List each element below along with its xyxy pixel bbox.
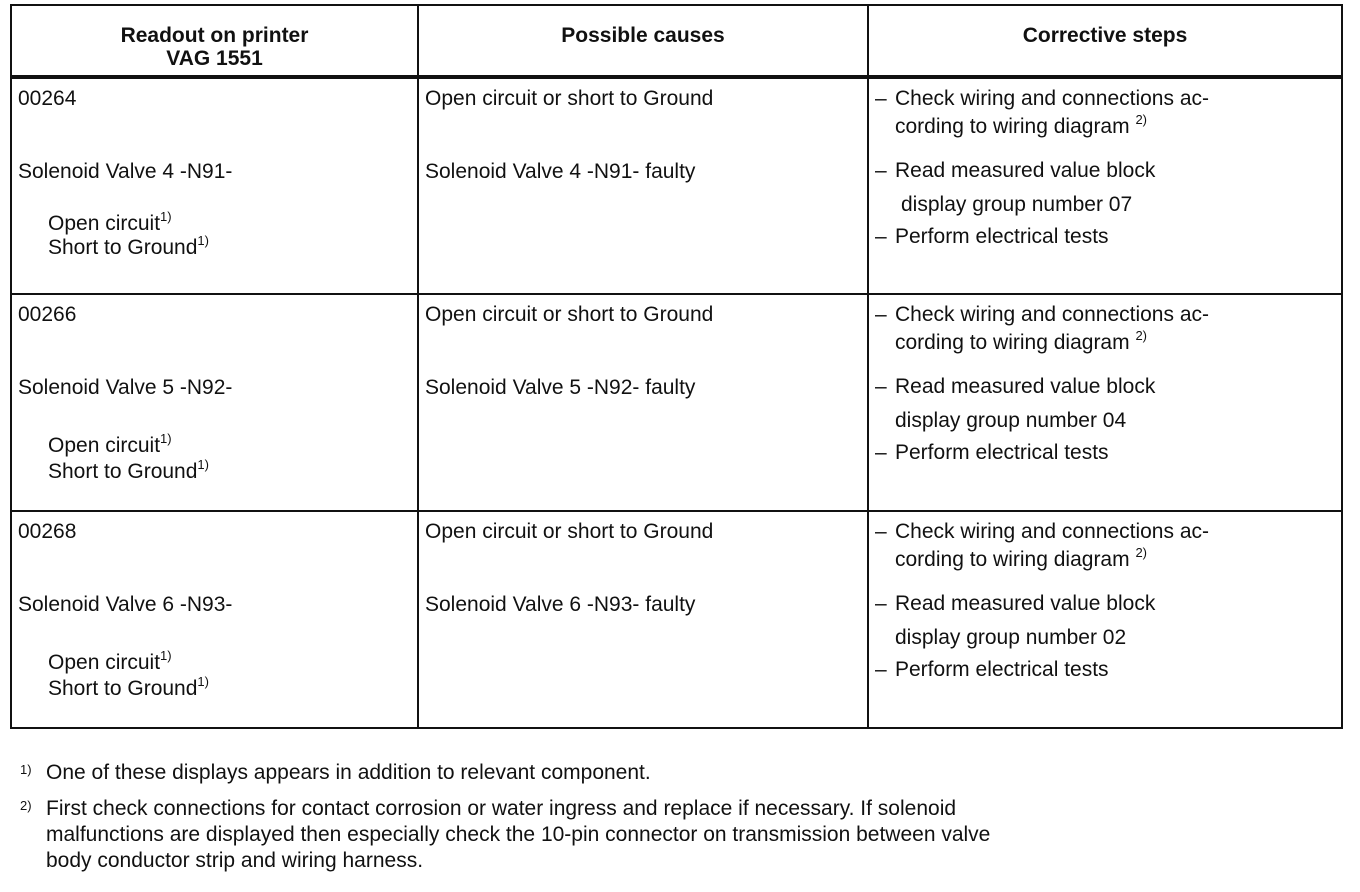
footnote-ref-1: 1) xyxy=(160,648,172,663)
fault-code-table xyxy=(10,4,1343,729)
footnote-marker: 1) xyxy=(20,762,32,777)
header-readout-line1: Readout on printer xyxy=(120,24,309,47)
step-item xyxy=(875,518,1335,574)
readout-cell xyxy=(11,511,418,728)
header-steps xyxy=(868,5,1342,77)
header-readout-line2: VAG 1551 xyxy=(166,47,263,70)
fault-code: 00268 xyxy=(18,520,77,543)
condition-text: Short to Ground xyxy=(48,677,198,700)
cause-text: Solenoid Valve 4 -N91- faulty xyxy=(425,160,696,183)
cause-text: Open circuit or short to Ground xyxy=(425,303,714,326)
step-text: display group number 07 xyxy=(901,193,1133,216)
causes-cell xyxy=(418,294,868,511)
footnote-ref-1: 1) xyxy=(197,233,209,248)
step-text: display group number 04 xyxy=(895,409,1127,432)
table-row xyxy=(11,294,1342,511)
footnote-ref-2: 2) xyxy=(1135,545,1148,560)
table-row xyxy=(11,511,1342,728)
step-text: Check wiring and connections ac- xyxy=(895,303,1209,326)
dash-bullet: – xyxy=(875,592,887,615)
cause-text: Open circuit or short to Ground xyxy=(425,520,714,543)
step-text-part: cording to wiring diagram xyxy=(895,115,1130,138)
header-steps-label: Corrective steps xyxy=(1022,24,1188,47)
footnote-ref-1: 1) xyxy=(197,674,209,689)
step-text xyxy=(895,546,1335,574)
footnote-1 xyxy=(20,760,1320,786)
step-item xyxy=(875,439,1335,467)
step-text: Check wiring and connections ac- xyxy=(895,87,1209,110)
dash-bullet: – xyxy=(875,520,887,543)
component-name: Solenoid Valve 5 -N92- xyxy=(18,376,233,399)
steps-cell xyxy=(868,294,1342,511)
footnote-2 xyxy=(20,796,1320,874)
cause-text: Solenoid Valve 5 -N92- faulty xyxy=(425,376,696,399)
step-text: Check wiring and connections ac- xyxy=(895,520,1209,543)
footnote-ref-2: 2) xyxy=(1135,328,1148,343)
footnote-ref-1: 1) xyxy=(160,431,172,446)
header-causes-label: Possible causes xyxy=(561,24,725,47)
step-text: Perform electrical tests xyxy=(895,225,1109,248)
step-text-part: cording to wiring diagram xyxy=(895,548,1130,571)
dash-bullet: – xyxy=(875,159,887,182)
steps-cell xyxy=(868,511,1342,728)
step-text: Perform electrical tests xyxy=(895,658,1109,681)
readout-cell xyxy=(11,77,418,294)
dash-bullet: – xyxy=(875,658,887,681)
step-text: Read measured value block xyxy=(895,159,1156,182)
cause-text: Solenoid Valve 6 -N93- faulty xyxy=(425,593,696,616)
footnote-text xyxy=(46,796,1320,874)
dash-bullet: – xyxy=(875,375,887,398)
condition-line xyxy=(18,432,411,460)
step-text: Read measured value block xyxy=(895,375,1156,398)
condition-text: Open circuit xyxy=(48,434,161,457)
condition-line xyxy=(18,649,411,677)
condition-text: Short to Ground xyxy=(48,460,198,483)
step-text: display group number 02 xyxy=(895,626,1127,649)
table-header-row xyxy=(11,5,1342,77)
step-text: Read measured value block xyxy=(895,592,1156,615)
component-name: Solenoid Valve 6 -N93- xyxy=(18,593,233,616)
dash-bullet: – xyxy=(875,225,887,248)
condition-text: Open circuit xyxy=(48,212,161,235)
footnote-line: malfunctions are displayed then especially check the 10-pin connector on transmission between valve xyxy=(46,823,991,846)
component-name: Solenoid Valve 4 -N91- xyxy=(18,160,233,183)
dash-bullet: – xyxy=(875,441,887,464)
fault-code: 00264 xyxy=(18,87,77,110)
cause-text: Open circuit or short to Ground xyxy=(425,87,714,110)
fault-code: 00266 xyxy=(18,303,77,326)
footnote-marker: 2) xyxy=(20,798,32,813)
footnote-line: body conductor strip and wiring harness. xyxy=(46,849,424,872)
step-item xyxy=(875,85,1335,141)
condition-line xyxy=(18,234,411,262)
step-text-part: cording to wiring diagram xyxy=(895,331,1130,354)
condition-line xyxy=(18,458,411,486)
header-readout xyxy=(11,5,418,77)
steps-cell xyxy=(868,77,1342,294)
footnotes xyxy=(20,760,1320,874)
footnote-ref-1: 1) xyxy=(160,209,172,224)
step-item xyxy=(875,373,1335,435)
footnote-ref-2: 2) xyxy=(1135,112,1148,127)
dash-bullet: – xyxy=(875,87,887,110)
table-row xyxy=(11,77,1342,294)
causes-cell xyxy=(418,511,868,728)
step-item xyxy=(875,656,1335,684)
step-text xyxy=(895,113,1335,141)
step-text xyxy=(895,329,1335,357)
causes-cell xyxy=(418,77,868,294)
step-text: Perform electrical tests xyxy=(895,441,1109,464)
condition-text: Short to Ground xyxy=(48,236,198,259)
step-item xyxy=(875,157,1335,219)
footnote-text: One of these displays appears in addition to relevant component. xyxy=(46,761,651,784)
footnote-line: First check connections for contact corrosion or water ingress and replace if necessary. If solenoid xyxy=(46,797,957,820)
header-causes xyxy=(418,5,868,77)
condition-text: Open circuit xyxy=(48,651,161,674)
dash-bullet: – xyxy=(875,303,887,326)
condition-line xyxy=(18,675,411,703)
readout-cell xyxy=(11,294,418,511)
footnote-ref-1: 1) xyxy=(197,457,209,472)
step-item xyxy=(875,223,1335,251)
step-item xyxy=(875,590,1335,652)
step-item xyxy=(875,301,1335,357)
